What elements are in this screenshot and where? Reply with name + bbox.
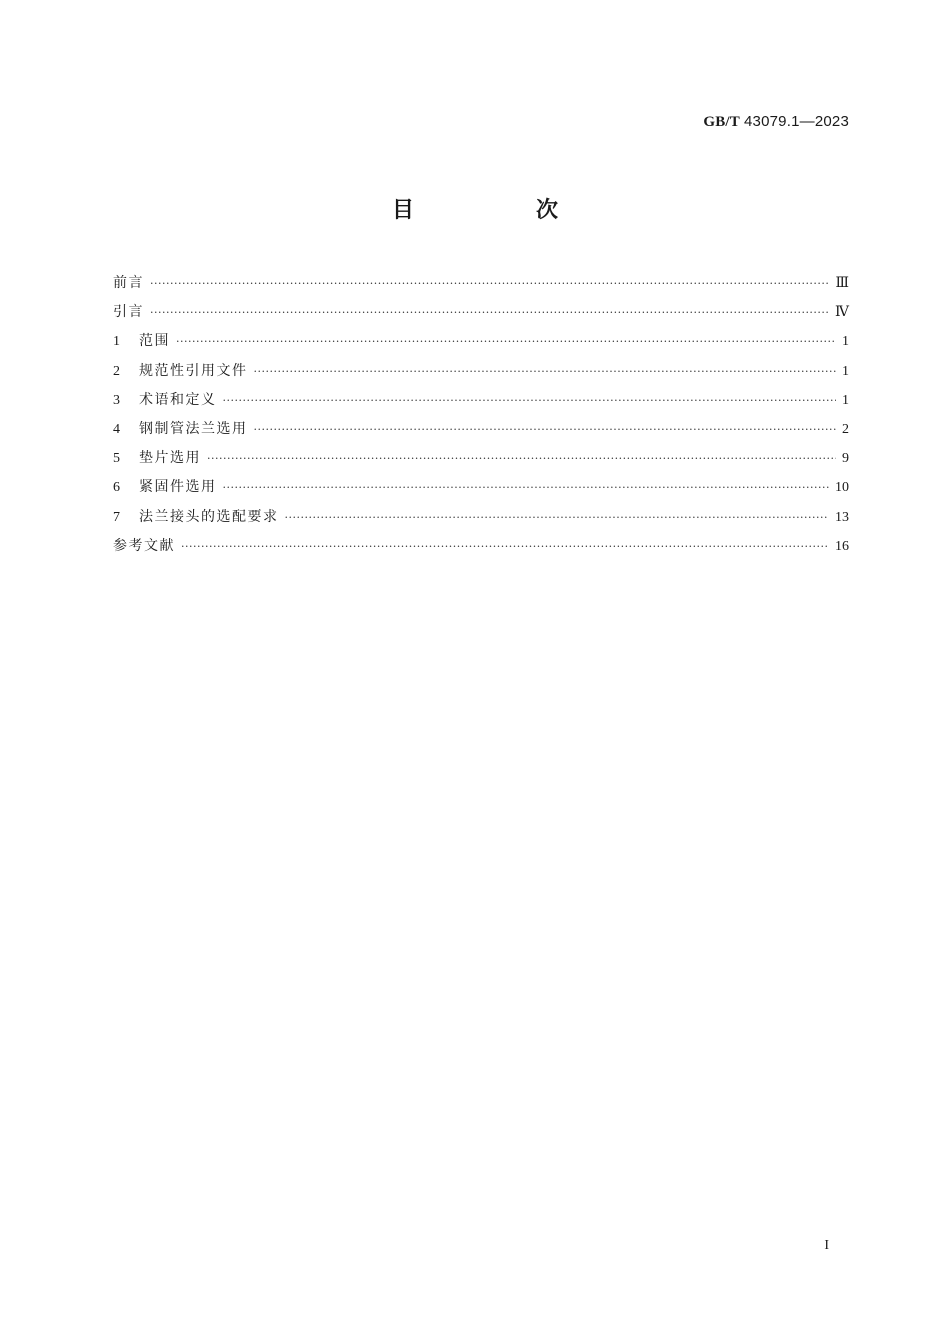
toc-entry-page: 13 xyxy=(835,509,849,525)
toc-entry-6[interactable] xyxy=(113,476,849,505)
toc-leader-dots xyxy=(223,481,830,494)
toc-entry-7[interactable] xyxy=(113,506,849,535)
toc-entry-page: 16 xyxy=(835,538,849,554)
toc-entry-page: 1 xyxy=(842,392,849,408)
toc-entry-label: 前言 xyxy=(113,275,144,291)
table-of-contents xyxy=(113,272,849,564)
toc-leader-dots xyxy=(181,540,829,553)
toc-leader-dots xyxy=(207,452,836,465)
toc-leader-dots xyxy=(150,277,829,290)
toc-entry-label: 参考文献 xyxy=(113,537,175,554)
toc-entry-number: 1 xyxy=(113,334,120,350)
toc-entry-4[interactable] xyxy=(113,418,849,447)
standard-code xyxy=(703,112,849,131)
toc-leader-dots xyxy=(176,335,836,348)
toc-entry-number: 3 xyxy=(113,392,120,408)
standard-number: 43079.1—2023 xyxy=(744,113,849,130)
toc-entry-page: 1 xyxy=(842,334,849,350)
toc-entry-bibliography[interactable] xyxy=(113,535,849,564)
toc-entry-label: 规范性引用文件 xyxy=(139,362,248,379)
toc-entry-2[interactable] xyxy=(113,360,849,389)
toc-entry-3[interactable] xyxy=(113,389,849,418)
toc-entry-page: Ⅲ xyxy=(835,276,849,291)
toc-entry-number: 5 xyxy=(113,451,120,467)
toc-leader-dots xyxy=(254,365,837,378)
toc-entry-1[interactable] xyxy=(113,330,849,359)
toc-entry-label: 紧固件选用 xyxy=(139,479,217,496)
toc-entry-introduction[interactable] xyxy=(113,301,849,330)
toc-entry-page: 10 xyxy=(835,480,849,496)
page-number: I xyxy=(824,1238,829,1253)
toc-entry-page: 9 xyxy=(842,451,849,467)
toc-leader-dots xyxy=(254,423,837,436)
toc-entry-number: 4 xyxy=(113,421,120,437)
toc-entry-label: 引言 xyxy=(113,304,144,321)
toc-entry-page: 2 xyxy=(842,421,849,437)
toc-entry-number: 7 xyxy=(113,509,120,525)
toc-title: 目 次 xyxy=(391,198,608,223)
toc-entry-label: 钢制管法兰选用 xyxy=(139,420,248,437)
toc-entry-page: Ⅳ xyxy=(835,305,849,321)
toc-entry-number: 2 xyxy=(113,363,120,379)
toc-entry-number: 6 xyxy=(113,480,120,496)
toc-leader-dots xyxy=(285,511,830,524)
toc-entry-label: 法兰接头的选配要求 xyxy=(139,508,279,525)
toc-entry-label: 垫片选用 xyxy=(139,450,201,467)
standard-prefix: GB/T xyxy=(703,114,740,130)
toc-entry-label: 范围 xyxy=(139,333,170,350)
toc-leader-dots xyxy=(150,306,829,319)
toc-entry-5[interactable] xyxy=(113,447,849,476)
toc-entry-label: 术语和定义 xyxy=(139,391,217,408)
toc-entry-page: 1 xyxy=(842,363,849,379)
toc-leader-dots xyxy=(223,394,837,407)
toc-entry-foreword[interactable] xyxy=(113,272,849,301)
